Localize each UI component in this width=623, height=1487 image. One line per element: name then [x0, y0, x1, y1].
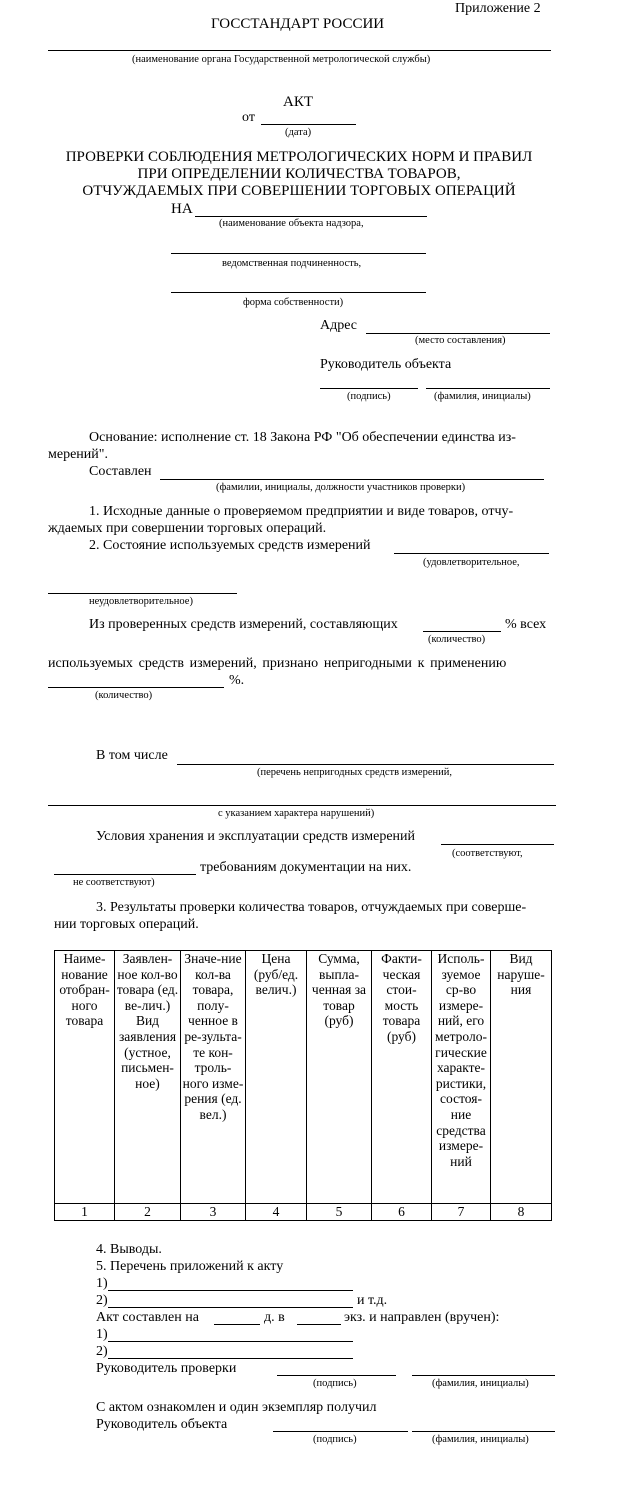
results-table: [54, 950, 552, 1221]
unsatisfactory-caption: неудовлетворительное): [89, 596, 193, 607]
heading-line-1: ПРОВЕРКИ СОБЛЮДЕНИЯ МЕТРОЛОГИЧЕСКИХ НОРМ И ПРАВИЛ: [65, 149, 533, 165]
item-3-line-2: нии торговых операций.: [54, 917, 199, 932]
check-name-underline: [412, 1375, 555, 1376]
pages-underline: [214, 1324, 260, 1325]
head-of-object-2-label: Руководитель объекта: [96, 1417, 228, 1432]
subordination-underline: [171, 253, 426, 254]
check-signature-caption: (подпись): [313, 1378, 357, 1389]
item-1-line-2: ждаемых при совершении торговых операций.: [48, 521, 327, 536]
object-signature-caption: (подпись): [313, 1434, 357, 1445]
storage-underline: [441, 844, 554, 845]
act-title: АКТ: [283, 94, 313, 110]
table-number-cell: 8: [491, 1204, 552, 1221]
unfit-text: используемых средств измерений, признано непригодными к применению: [48, 656, 507, 671]
head-of-check-label: Руководитель проверки: [96, 1361, 237, 1376]
state-underline: [394, 553, 549, 554]
recipient-2-underline: [108, 1358, 353, 1359]
act-heading: [0, 149, 598, 200]
composed-on-label: Акт составлен на: [96, 1310, 199, 1325]
percent-all-label: % всех: [505, 617, 547, 632]
storage-underline-2: [54, 874, 196, 875]
check-signature-underline: [277, 1375, 396, 1376]
object-caption: (наименование объекта надзора,: [219, 218, 364, 229]
table-header-cell: Заявлен-ное кол-во товара (ед. ве-лич.) Вид заявления (устное, письмен-ное): [115, 951, 181, 1204]
state-underline-2: [48, 593, 237, 594]
head-of-object-label: Руководитель объекта: [320, 357, 452, 372]
table-header-row: [55, 951, 552, 1204]
satisfactory-caption: (удовлетворительное,: [423, 557, 520, 568]
comply-caption: (соответствуют,: [452, 848, 523, 859]
item-3-line-1: 3. Результаты проверки количества товаров, отчуждаемых при соверше-: [96, 900, 527, 915]
including-label: В том числе: [96, 748, 168, 763]
composed-label: Составлен: [89, 464, 152, 479]
table-number-cell: 5: [307, 1204, 372, 1221]
attachment-2-underline: [108, 1307, 353, 1308]
heading-line-2: ПРИ ОПРЕДЕЛЕНИИ КОЛИЧЕСТВА ТОВАРОВ,: [137, 166, 461, 182]
recipient-1-label: 1): [96, 1327, 108, 1342]
participants-caption: (фамилии, инициалы, должности участников проверки): [216, 482, 466, 493]
attachment-1-label: 1): [96, 1276, 108, 1291]
appendix-label: Приложение 2: [455, 1, 541, 16]
etc-label: и т.д.: [357, 1293, 388, 1308]
date-from-label: от: [242, 110, 255, 125]
na-label: НА: [171, 201, 193, 217]
table-header-cell: Вид наруше-ния: [491, 951, 552, 1204]
requirements-text: требованиям документации на них.: [200, 860, 412, 875]
copies-text: экз. и направлен (вручен):: [344, 1310, 500, 1325]
unfit-quantity-underline: [48, 687, 224, 688]
head-name-caption: (фамилия, инициалы): [434, 391, 531, 402]
composed-underline: [160, 479, 544, 480]
check-name-caption: (фамилия, инициалы): [432, 1378, 529, 1389]
table-header-cell: Сумма, выпла-ченная за товар (руб): [307, 951, 372, 1204]
checked-quantity-caption: (количество): [428, 634, 486, 645]
table-header-cell: Исполь-зуемое ср-во измере-ний, его метроло-гические характе-ристики, состоя-ние средства измере-ний: [432, 951, 491, 1204]
table-header-cell: Значе-ние кол-ва товара, полу-ченное в ре-зульта-те кон-троль-ного изме-рения (ед. вел.): [181, 951, 246, 1204]
table-number-cell: 1: [55, 1204, 115, 1221]
including-underline: [177, 764, 554, 765]
agency-underline: [48, 50, 551, 51]
item-4-label: 4. Выводы.: [96, 1242, 162, 1257]
table-header-cell: Цена (руб/ед. велич.): [246, 951, 307, 1204]
item-2-label: 2. Состояние используемых средств измерений: [89, 538, 371, 553]
table-number-cell: 7: [432, 1204, 491, 1221]
table-number-cell: 6: [372, 1204, 432, 1221]
table-number-row: [55, 1204, 552, 1221]
checked-text: Из проверенных средств измерений, составляющих: [89, 617, 398, 632]
storage-text: Условия хранения и эксплуатации средств измерений: [96, 829, 416, 844]
ownership-caption: форма собственности): [243, 297, 344, 308]
table-header-cell: Наиме-нование отобран-ного товара: [55, 951, 115, 1204]
agency-name: ГОССТАНДАРТ РОССИИ: [211, 16, 385, 32]
ownership-underline: [171, 292, 426, 293]
attachment-1-underline: [108, 1290, 353, 1291]
head-name-underline: [426, 388, 550, 389]
head-signature-underline: [320, 388, 418, 389]
subordination-caption: ведомственная подчиненность,: [222, 258, 362, 269]
unfit-quantity-caption: (количество): [95, 690, 153, 701]
object-underline: [195, 216, 427, 217]
recipient-1-underline: [108, 1341, 353, 1342]
attachment-2-label: 2): [96, 1293, 108, 1308]
violations-underline: [48, 805, 556, 806]
checked-quantity-underline: [423, 631, 501, 632]
object-name-caption: (фамилия, инициалы): [432, 1434, 529, 1445]
unfit-list-caption: (перечень непригодных средств измерений,: [257, 767, 452, 778]
recipient-2-label: 2): [96, 1344, 108, 1359]
not-comply-caption: не соответствуют): [73, 877, 155, 888]
pages-abbr: д. в: [264, 1310, 285, 1325]
item-1-line-1: 1. Исходные данные о проверяемом предприятии и виде товаров, отчу-: [89, 504, 514, 519]
table-number-cell: 4: [246, 1204, 307, 1221]
percent-dot-label: %.: [229, 673, 245, 688]
object-name-underline: [412, 1431, 555, 1432]
copies-underline: [297, 1324, 341, 1325]
heading-line-3: ОТЧУЖДАЕМЫХ ПРИ СОВЕРШЕНИИ ТОРГОВЫХ ОПЕРАЦИЙ: [82, 183, 516, 199]
object-signature-underline: [273, 1431, 408, 1432]
table-number-cell: 2: [115, 1204, 181, 1221]
address-label: Адрес: [320, 318, 358, 333]
basis-line-1: Основание: исполнение ст. 18 Закона РФ "Об обеспечении единства из-: [89, 430, 516, 445]
violations-caption: с указанием характера нарушений): [218, 808, 375, 819]
date-caption: (дата): [285, 127, 312, 138]
address-underline: [366, 333, 550, 334]
basis-line-2: мерений".: [48, 447, 108, 462]
head-signature-caption: (подпись): [347, 391, 391, 402]
item-5-label: 5. Перечень приложений к акту: [96, 1259, 284, 1274]
table-header-cell: Факти-ческая стои-мость товара (руб): [372, 951, 432, 1204]
acquainted-text: С актом ознакомлен и один экземпляр получил: [96, 1400, 377, 1415]
table-number-cell: 3: [181, 1204, 246, 1221]
date-underline: [261, 124, 356, 125]
place-caption: (место составления): [415, 335, 506, 346]
agency-caption: (наименование органа Государственной метрологической службы): [132, 54, 431, 65]
